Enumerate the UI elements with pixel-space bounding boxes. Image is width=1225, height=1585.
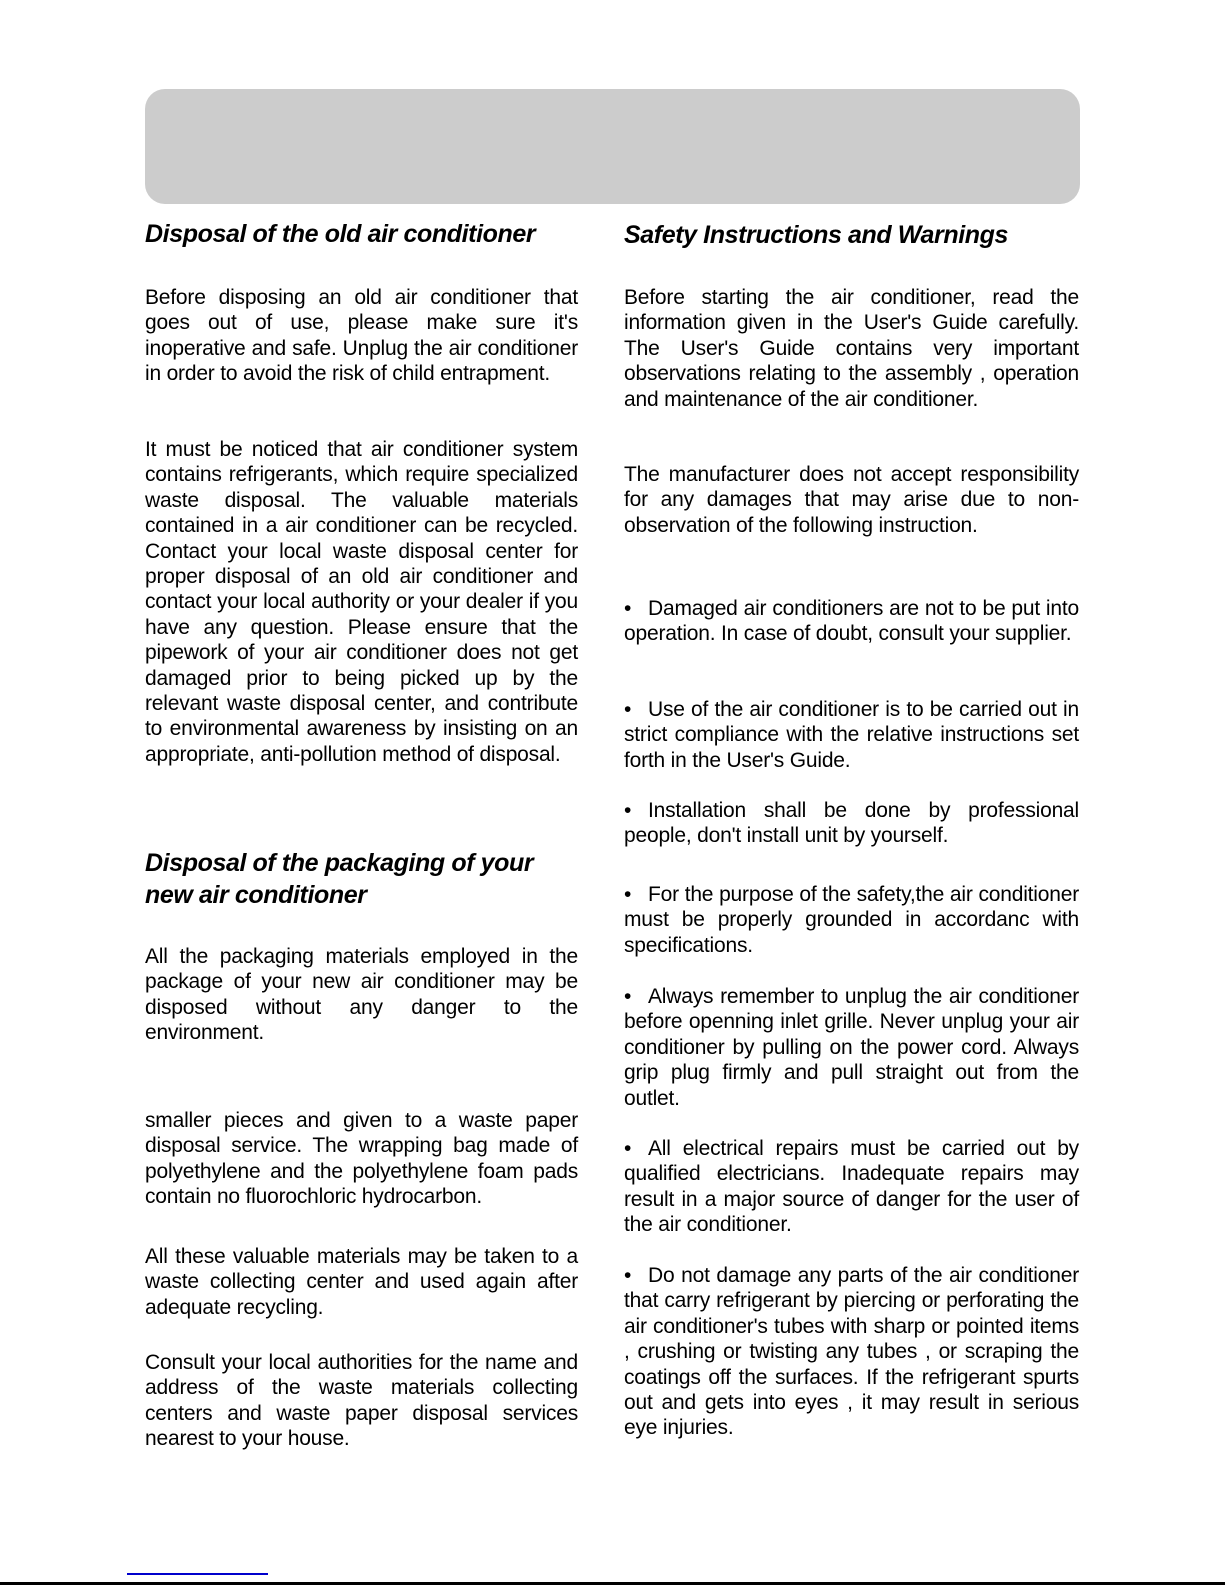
bullet-item bbox=[624, 882, 1079, 958]
paragraph-manufacturer-liability: The manufacturer does not accept responsibility for any damages that may arise due to non-observation of the following instruction. bbox=[624, 463, 1079, 537]
paragraph-read-users-guide: Before starting the air conditioner, read the information given in the User's Guide carefully. The User's Guide contains very important observations relating to the assembly , operation and maintenance of the air conditioner. bbox=[624, 286, 1079, 411]
bullet-item bbox=[624, 596, 1079, 647]
bullet-text-compliance: Use of the air conditioner is to be carried out in strict compliance with the relative instructions set forth in the User's Guide. bbox=[624, 698, 1079, 772]
bullet-icon: • bbox=[624, 698, 632, 721]
bullet-item bbox=[624, 798, 1079, 849]
bullet-icon: • bbox=[624, 985, 632, 1008]
section-title-old-ac-disposal: Disposal of the old air conditioner bbox=[145, 220, 536, 248]
bullet-text-refrigerant-parts: Do not damage any parts of the air conditioner that carry refrigerant by piercing or perforating the air conditioner's tubes with sharp or pointed items , crushing or twisting any tubes , or scraping the coatings off the surfaces. If the refrigerant spurts out and gets into eyes , it may result in serious eye injuries. bbox=[624, 1264, 1079, 1440]
bullet-item bbox=[624, 697, 1079, 773]
bullet-text-damaged-units: Damaged air conditioners are not to be put into operation. In case of doubt, consult your supplier. bbox=[624, 597, 1079, 646]
paragraph-consult-authorities: Consult your local authorities for the name and address of the waste materials collecting centers and waste paper disposal services nearest to your house. bbox=[145, 1351, 578, 1451]
paragraph-recycling-center: All these valuable materials may be taken to a waste collecting center and used again after adequate recycling. bbox=[145, 1245, 578, 1319]
section-title-packaging-disposal-line1: Disposal of the packaging of your bbox=[145, 849, 534, 877]
paragraph-waste-paper-service: smaller pieces and given to a waste paper disposal service. The wrapping bag made of polyethylene and the polyethylene foam pads contain no fluorochloric hydrocarbon. bbox=[145, 1109, 578, 1209]
header-banner bbox=[145, 89, 1080, 204]
bullet-icon: • bbox=[624, 597, 632, 620]
bullet-item bbox=[624, 1263, 1079, 1441]
bullet-icon: • bbox=[624, 799, 632, 822]
bullet-text-professional-installation: Installation shall be done by professional people, don't install unit by yourself. bbox=[624, 799, 1079, 848]
bullet-text-grounding: For the purpose of the safety,the air conditioner must be properly grounded in accordanc with specifications. bbox=[624, 883, 1079, 957]
paragraph-unplug-before-disposal: Before disposing an old air conditioner that goes out of use, please make sure it's inoperative and safe. Unplug the air conditioner in order to avoid the risk of child entrapment. bbox=[145, 286, 578, 386]
bullet-text-electrical-repairs: All electrical repairs must be carried out by qualified electricians. Inadequate repairs may result in a major source of danger for the user of the air conditioner. bbox=[624, 1137, 1079, 1237]
paragraph-refrigerant-disposal: It must be noticed that air conditioner system contains refrigerants, which require specialized waste disposal. The valuable materials contained in a air conditioner can be recycled. Contact your local waste disposal center for proper disposal of an old air conditioner and contact your local authority or your dealer if you have any question. Please ensure that the pipework of your air conditioner does not get damaged prior to being picked up by the relevant waste disposal center, and contribute to environmental awareness by insisting on an appropriate, anti-pollution method of disposal. bbox=[145, 438, 578, 766]
bullet-text-unplug: Always remember to unplug the air conditioner before openning inlet grille. Never unplug your air conditioner by pulling on the power cord. Always grip plug firmly and pull straight out from the outlet. bbox=[624, 985, 1079, 1110]
paragraph-packaging-safe: All the packaging materials employed in the package of your new air conditioner may be disposed without any danger to the environment. bbox=[145, 945, 578, 1045]
bullet-item bbox=[624, 1136, 1079, 1238]
bullet-icon: • bbox=[624, 883, 632, 906]
section-title-safety-instructions: Safety Instructions and Warnings bbox=[624, 221, 1009, 249]
section-title-packaging-disposal-line2: new air conditioner bbox=[145, 881, 367, 909]
bullet-icon: • bbox=[624, 1264, 632, 1287]
bullet-icon: • bbox=[624, 1137, 632, 1160]
footer-link-underline[interactable] bbox=[127, 1573, 268, 1575]
bullet-item bbox=[624, 984, 1079, 1111]
